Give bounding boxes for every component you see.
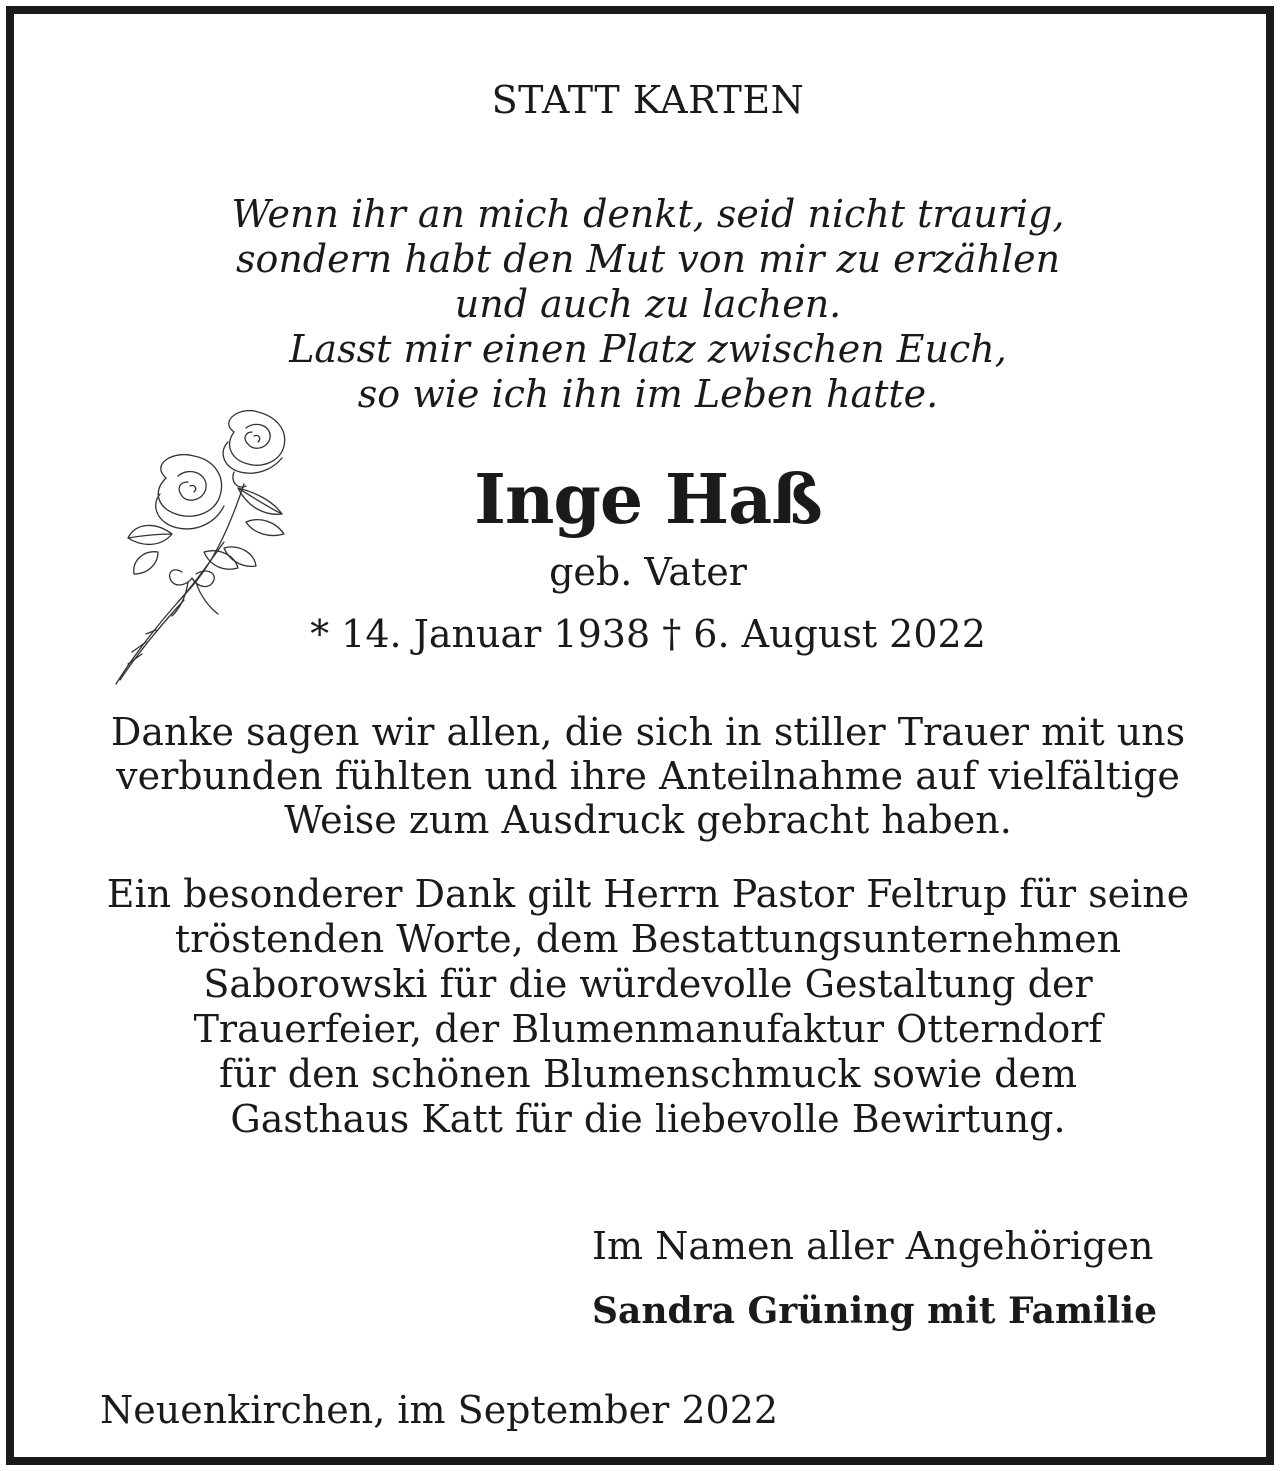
poem	[14, 192, 1280, 417]
thanks-line: Danke sagen wir allen, die sich in stiller Trauer mit uns	[110, 710, 1186, 754]
thanks-line: für den schönen Blumenschmuck sowie dem	[219, 1052, 1077, 1096]
thanks-line: Ein besonderer Dank gilt Herrn Pastor Feltrup für seine	[106, 872, 1190, 916]
maiden-name: geb. Vater	[549, 550, 747, 594]
place-date: Neuenkirchen, im September 2022	[100, 1388, 779, 1432]
thanks-paragraph-1	[14, 710, 1280, 842]
header-title: STATT KARTEN	[491, 78, 805, 122]
poem-line: so wie ich ihn im Leben hatte.	[357, 372, 939, 416]
signature-family: Sandra Grüning mit Familie	[592, 1290, 1157, 1332]
thanks-line: tröstenden Worte, dem Bestattungsunternehmen	[174, 917, 1122, 961]
poem-line: Wenn ihr an mich denkt, seid nicht traurig,	[231, 192, 1065, 236]
life-dates: * 14. Januar 1938 † 6. August 2022	[310, 612, 986, 656]
thanks-paragraph-2	[14, 872, 1280, 1142]
thanks-line: Saborowski für die würdevolle Gestaltung der	[203, 962, 1093, 1006]
thanks-line: verbunden fühlten und ihre Anteilnahme auf vielfältige	[116, 754, 1180, 798]
thanks-line: Trauerfeier, der Blumenmanufaktur Otterndorf	[193, 1007, 1103, 1051]
thanks-line: Gasthaus Katt für die liebevolle Bewirtung.	[230, 1097, 1066, 1141]
poem-line: Lasst mir einen Platz zwischen Euch,	[289, 327, 1007, 371]
signature-intro: Im Namen aller Angehörigen	[592, 1224, 1154, 1268]
poem-line: sondern habt den Mut von mir zu erzählen	[235, 237, 1061, 281]
poem-line: und auch zu lachen.	[454, 282, 842, 326]
thanks-line: Weise zum Ausdruck gebracht haben.	[284, 798, 1012, 842]
obituary-frame	[6, 6, 1274, 1465]
deceased-name: Inge Haß	[474, 460, 822, 540]
